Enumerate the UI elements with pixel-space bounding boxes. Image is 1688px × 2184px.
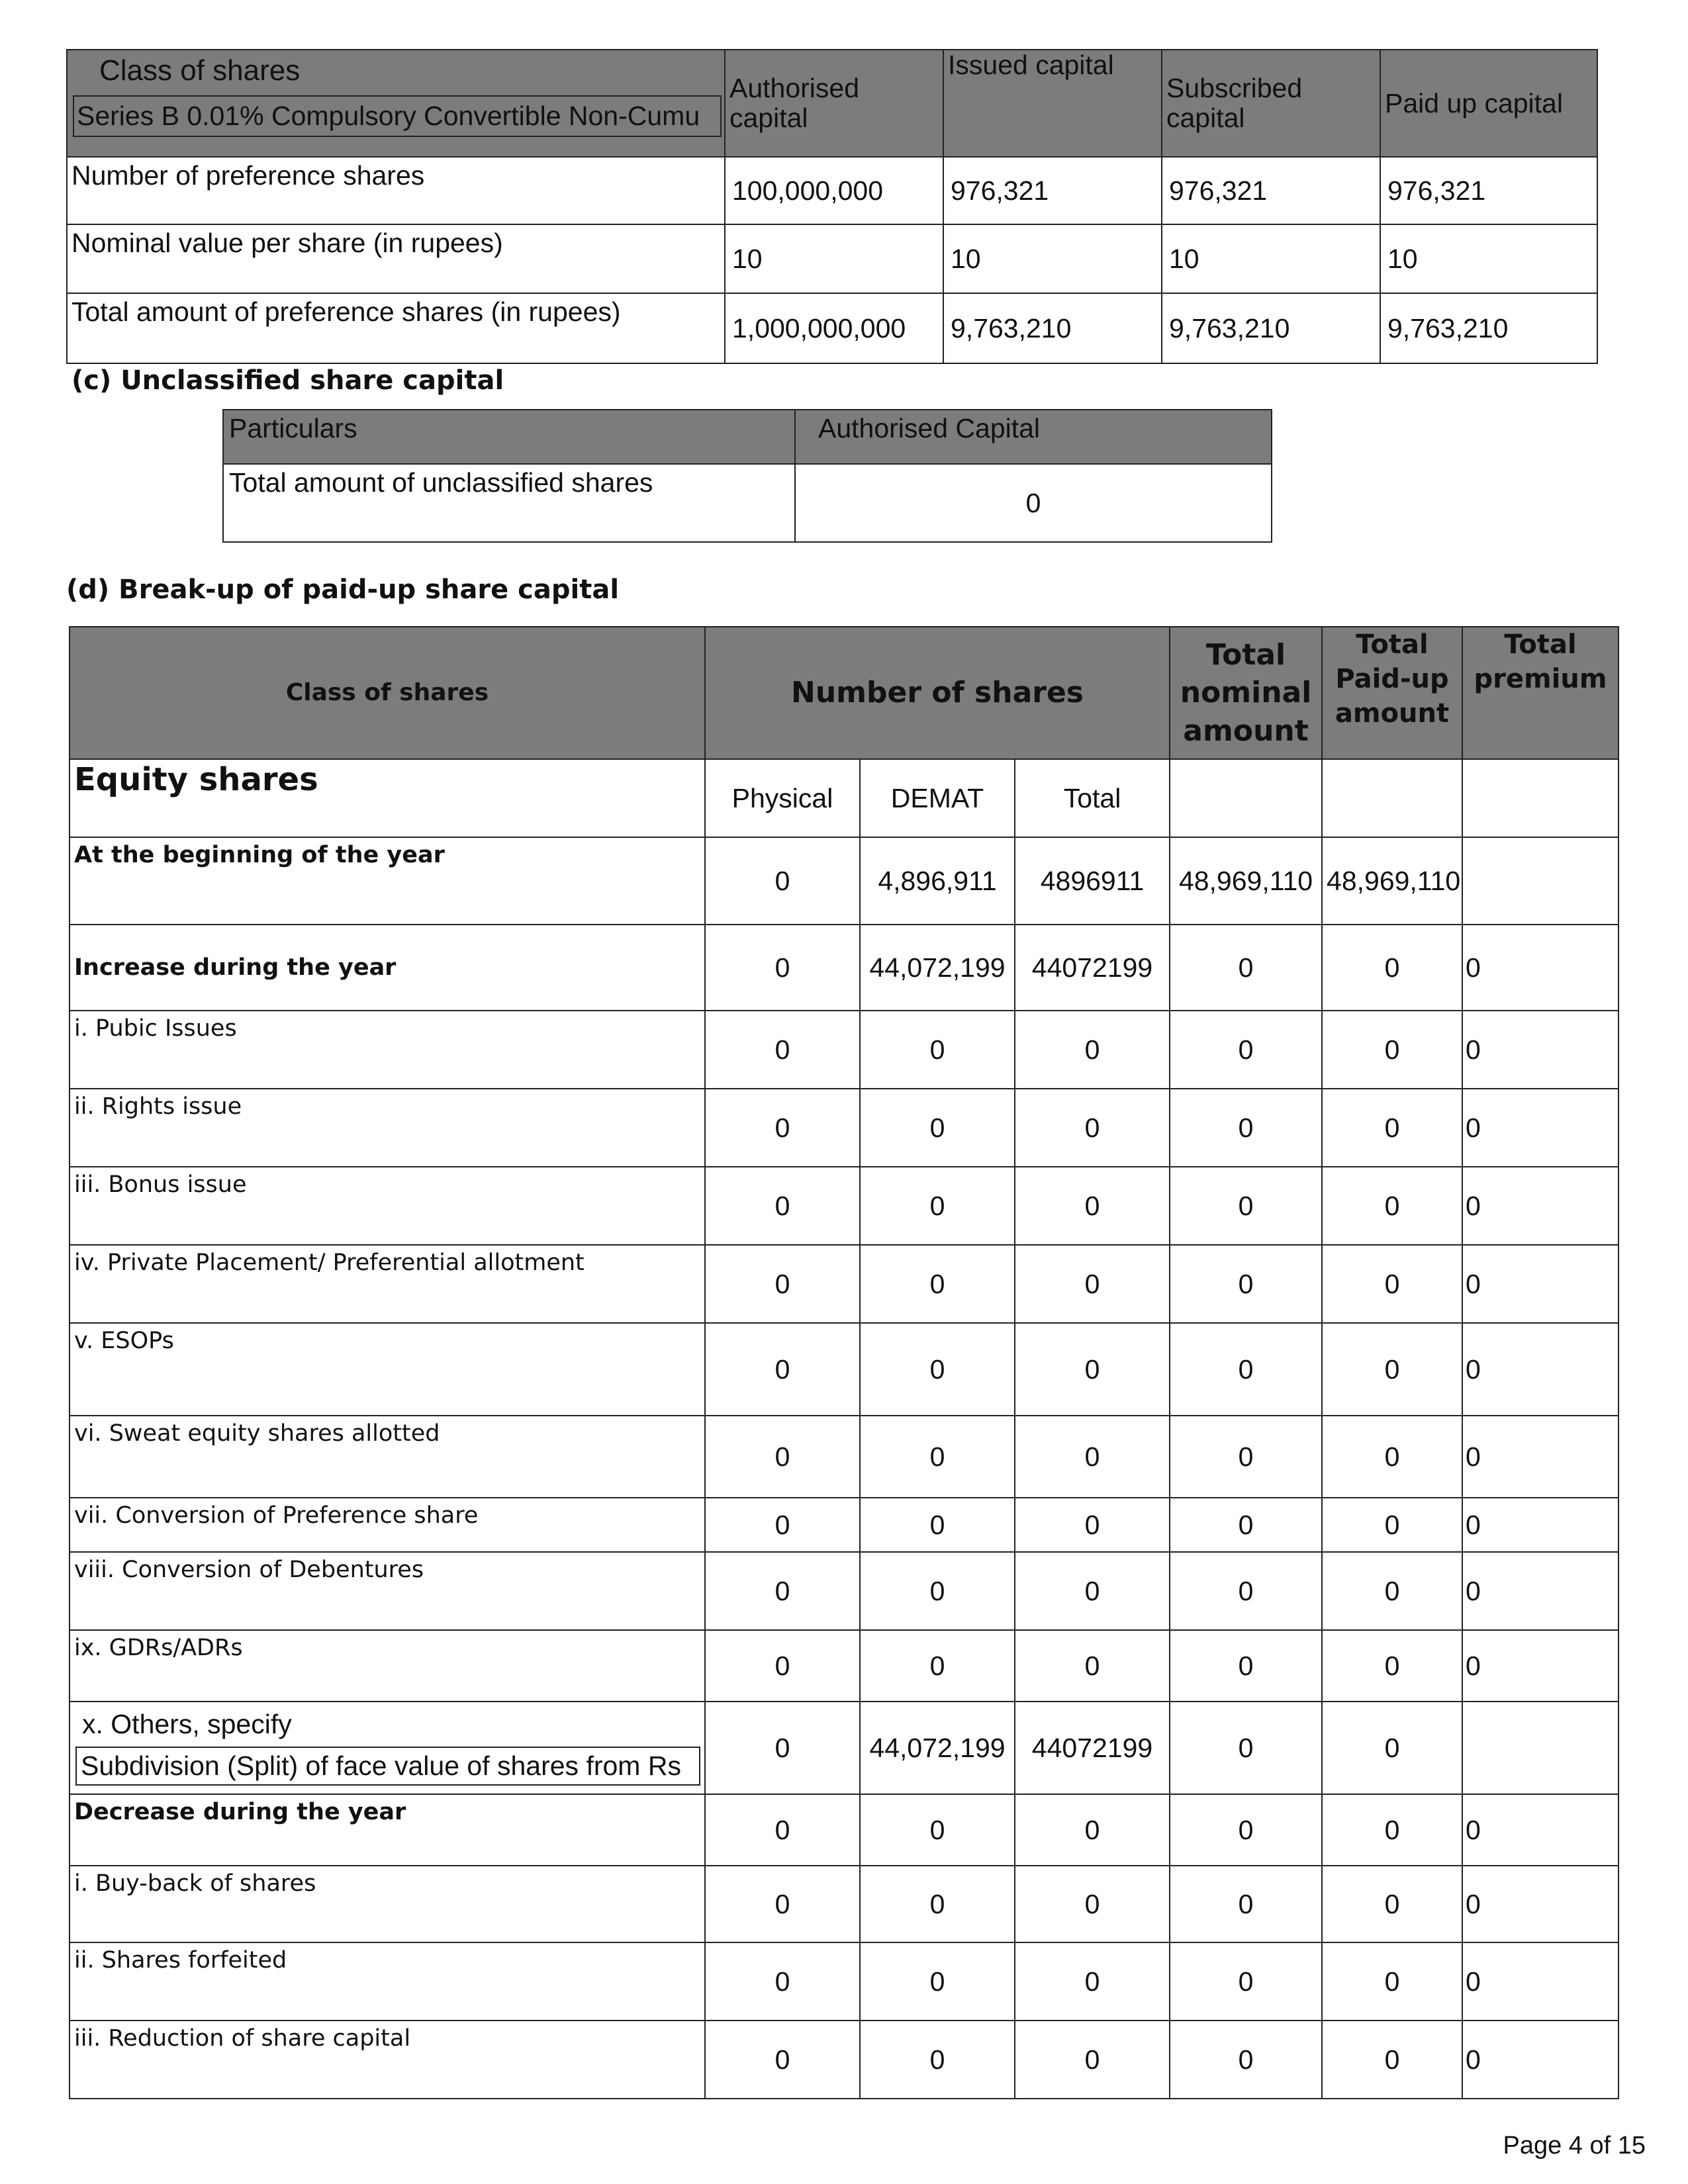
cell-value: 0 bbox=[860, 1011, 1015, 1089]
table-row bbox=[70, 1323, 1618, 1416]
header-number-of-shares: Number of shares bbox=[705, 627, 1170, 759]
table-row bbox=[70, 1552, 1618, 1630]
cell-value: 0 bbox=[705, 1167, 860, 1245]
cell-value: 0 bbox=[705, 1630, 860, 1702]
cell-value: 0 bbox=[705, 1416, 860, 1498]
cell-value: 0 bbox=[1322, 1416, 1462, 1498]
table-row bbox=[70, 1011, 1618, 1089]
table-row bbox=[70, 1089, 1618, 1167]
cell-value: 0 bbox=[1322, 1498, 1462, 1552]
cell-value: 0 bbox=[1322, 1702, 1462, 1794]
cell-value: 1,000,000,000 bbox=[725, 293, 943, 363]
cell-value: 10 bbox=[725, 224, 943, 293]
cell-value: 0 bbox=[1170, 1498, 1322, 1552]
cell-value: 0 bbox=[1462, 1498, 1618, 1552]
header-issued-capital: Issued capital bbox=[943, 50, 1162, 157]
cell-value: 0 bbox=[860, 1167, 1015, 1245]
cell-value: 0 bbox=[1322, 1794, 1462, 1866]
equity-shares-label: Equity shares bbox=[70, 759, 705, 837]
row-label: ii. Rights issue bbox=[70, 1089, 705, 1167]
cell-value: 10 bbox=[1380, 224, 1597, 293]
cell-value: 0 bbox=[705, 1942, 860, 2021]
row-label: viii. Conversion of Debentures bbox=[70, 1552, 705, 1630]
cell-value: 0 bbox=[1322, 1552, 1462, 1630]
table-row bbox=[70, 1245, 1618, 1323]
table-row bbox=[70, 1794, 1618, 1866]
equity-subheader-row bbox=[70, 759, 1618, 837]
cell-value: 0 bbox=[1015, 1323, 1170, 1416]
header-particulars: Particulars bbox=[223, 410, 795, 464]
row-label: vii. Conversion of Preference share bbox=[70, 1498, 705, 1552]
cell-value: 100,000,000 bbox=[725, 157, 943, 224]
cell-value: 0 bbox=[1170, 1794, 1322, 1866]
row-label: i. Buy-back of shares bbox=[70, 1866, 705, 1942]
cell-value: 0 bbox=[705, 1089, 860, 1167]
row-label: v. ESOPs bbox=[70, 1323, 705, 1416]
cell-value: 0 bbox=[1322, 1245, 1462, 1323]
header-authorised-capital: Authorised Capital bbox=[795, 410, 1272, 464]
subheader-physical: Physical bbox=[705, 759, 860, 837]
cell-value: 0 bbox=[1170, 1630, 1322, 1702]
table-row bbox=[67, 224, 1597, 293]
row-label: Decrease during the year bbox=[70, 1794, 705, 1866]
cell-value: 0 bbox=[1322, 2021, 1462, 2099]
table-row bbox=[70, 1498, 1618, 1552]
cell-value: 48,969,110 bbox=[1322, 837, 1462, 925]
page-number: Page 4 of 15 bbox=[1503, 2132, 1646, 2160]
cell-value: 0 bbox=[1170, 1323, 1322, 1416]
cell-value: 0 bbox=[1015, 1794, 1170, 1866]
cell-value: 0 bbox=[1462, 1323, 1618, 1416]
row-label: Total amount of unclassified shares bbox=[223, 464, 795, 542]
others-label: x. Others, specify bbox=[82, 1709, 292, 1739]
row-label: ix. GDRs/ADRs bbox=[70, 1630, 705, 1702]
cell-value: 0 bbox=[1170, 1416, 1322, 1498]
cell-value: 0 bbox=[1462, 1630, 1618, 1702]
cell-value: 0 bbox=[1015, 1089, 1170, 1167]
table-row bbox=[70, 1866, 1618, 1942]
table-row bbox=[70, 1167, 1618, 1245]
row-label: vi. Sweat equity shares allotted bbox=[70, 1416, 705, 1498]
cell-value: 0 bbox=[1322, 1942, 1462, 2021]
cell-value: 0 bbox=[1462, 1011, 1618, 1089]
cell-value: 0 bbox=[1170, 1866, 1322, 1942]
breakup-header-row bbox=[70, 627, 1618, 759]
cell-value: 0 bbox=[860, 1630, 1015, 1702]
cell-value: 0 bbox=[705, 925, 860, 1011]
cell-value: 0 bbox=[705, 1866, 860, 1942]
breakup-table bbox=[69, 626, 1619, 2099]
cell-value: 0 bbox=[1462, 1089, 1618, 1167]
unclassified-table bbox=[222, 409, 1272, 543]
cell-value: 0 bbox=[795, 464, 1272, 542]
header-total-premium: Total premium bbox=[1462, 627, 1618, 759]
table-row bbox=[67, 293, 1597, 363]
cell-value: 0 bbox=[705, 1498, 860, 1552]
cell-value: 0 bbox=[1015, 1498, 1170, 1552]
header-class-of-shares: Class of shares bbox=[70, 627, 705, 759]
cell-value: 0 bbox=[1462, 2021, 1618, 2099]
others-row bbox=[70, 1702, 1618, 1794]
others-specify-field[interactable]: Subdivision (Split) of face value of shares from Rs bbox=[75, 1747, 700, 1786]
header-total-nominal-amount: Total nominal amount bbox=[1170, 627, 1322, 759]
row-label: ii. Shares forfeited bbox=[70, 1942, 705, 2021]
cell-value: 0 bbox=[1170, 1942, 1322, 2021]
cell-value: 0 bbox=[1015, 1245, 1170, 1323]
row-label: i. Pubic Issues bbox=[70, 1011, 705, 1089]
cell-value: 9,763,210 bbox=[1380, 293, 1597, 363]
cell-value: 0 bbox=[860, 1866, 1015, 1942]
cell-value: 4,896,911 bbox=[860, 837, 1015, 925]
cell-value bbox=[1462, 837, 1618, 925]
breakup-heading: (d) Break-up of paid-up share capital bbox=[66, 574, 620, 605]
cell-value bbox=[1462, 1702, 1618, 1794]
cell-value: 0 bbox=[1322, 1630, 1462, 1702]
unclassified-heading: (c) Unclassified share capital bbox=[71, 365, 504, 396]
cell-value: 0 bbox=[1015, 1552, 1170, 1630]
preference-shares-table bbox=[66, 49, 1598, 364]
table-row bbox=[70, 925, 1618, 1011]
cell-value: 0 bbox=[860, 1245, 1015, 1323]
row-label: iii. Reduction of share capital bbox=[70, 2021, 705, 2099]
cell-value: 4896911 bbox=[1015, 837, 1170, 925]
header-total-paid-up-amount: Total Paid-up amount bbox=[1322, 627, 1462, 759]
cell-value: 0 bbox=[1462, 1942, 1618, 2021]
cell-value: 0 bbox=[705, 1323, 860, 1416]
cell-value: 0 bbox=[860, 1323, 1015, 1416]
cell-value: 0 bbox=[1015, 1630, 1170, 1702]
cell-value: 0 bbox=[1015, 1167, 1170, 1245]
cell-value: 9,763,210 bbox=[943, 293, 1162, 363]
cell-value: 0 bbox=[705, 1794, 860, 1866]
decrease-rows bbox=[70, 1794, 1618, 2099]
cell-value: 976,321 bbox=[1162, 157, 1380, 224]
cell-value: 0 bbox=[1170, 1245, 1322, 1323]
cell-value: 0 bbox=[705, 1245, 860, 1323]
subheader-total: Total bbox=[1015, 759, 1170, 837]
cell-value: 0 bbox=[1322, 1866, 1462, 1942]
cell-value: 0 bbox=[1170, 1011, 1322, 1089]
cell-value: 9,763,210 bbox=[1162, 293, 1380, 363]
table-row bbox=[70, 837, 1618, 925]
cell-value: 0 bbox=[860, 1552, 1015, 1630]
cell-value: 0 bbox=[1015, 1011, 1170, 1089]
table-row bbox=[70, 1942, 1618, 2021]
unclassified-header-row bbox=[223, 410, 1272, 464]
cell-value: 44,072,199 bbox=[860, 925, 1015, 1011]
cell-value: 44072199 bbox=[1015, 925, 1170, 1011]
cell-value: 0 bbox=[1015, 2021, 1170, 2099]
row-label: Total amount of preference shares (in rupees) bbox=[67, 293, 725, 363]
cell-value: 0 bbox=[1462, 925, 1618, 1011]
cell-value: 0 bbox=[860, 1416, 1015, 1498]
cell-value: 0 bbox=[1462, 1552, 1618, 1630]
empty-cell bbox=[1462, 759, 1618, 837]
cell-value: 976,321 bbox=[943, 157, 1162, 224]
row-label: Number of preference shares bbox=[67, 157, 725, 224]
class-of-shares-label: Class of shares bbox=[99, 54, 301, 87]
table-row bbox=[70, 1630, 1618, 1702]
cell-value: 0 bbox=[1322, 1167, 1462, 1245]
table-row bbox=[70, 1416, 1618, 1498]
cell-value: 0 bbox=[1462, 1794, 1618, 1866]
cell-value: 0 bbox=[1462, 1866, 1618, 1942]
cell-value: 0 bbox=[1170, 1552, 1322, 1630]
cell-value: 0 bbox=[1015, 1416, 1170, 1498]
cell-value: 0 bbox=[1015, 1866, 1170, 1942]
row-label: Increase during the year bbox=[70, 925, 705, 1011]
cell-value: 10 bbox=[943, 224, 1162, 293]
row-label: At the beginning of the year bbox=[70, 837, 705, 925]
cell-value: 10 bbox=[1162, 224, 1380, 293]
cell-value: 0 bbox=[1015, 1942, 1170, 2021]
class-name-field[interactable]: Series B 0.01% Compulsory Convertible Non-Cumu bbox=[73, 95, 722, 137]
cell-value: 44072199 bbox=[1015, 1702, 1170, 1794]
cell-value: 0 bbox=[1322, 1323, 1462, 1416]
cell-value: 0 bbox=[1170, 1089, 1322, 1167]
cell-value: 0 bbox=[705, 2021, 860, 2099]
cell-value: 0 bbox=[1170, 2021, 1322, 2099]
preference-header-row bbox=[67, 50, 1597, 157]
cell-value: 44,072,199 bbox=[860, 1702, 1015, 1794]
header-authorised-capital: Authorised capital bbox=[725, 50, 943, 157]
cell-value: 0 bbox=[1170, 1167, 1322, 1245]
cell-value: 0 bbox=[1462, 1416, 1618, 1498]
cell-value: 0 bbox=[705, 837, 860, 925]
cell-value: 48,969,110 bbox=[1170, 837, 1322, 925]
table-row bbox=[70, 2021, 1618, 2099]
row-label: iii. Bonus issue bbox=[70, 1167, 705, 1245]
cell-value: 0 bbox=[1170, 1702, 1322, 1794]
subheader-demat: DEMAT bbox=[860, 759, 1015, 837]
cell-value: 0 bbox=[860, 1498, 1015, 1552]
cell-value: 0 bbox=[860, 1089, 1015, 1167]
empty-cell bbox=[1322, 759, 1462, 837]
table-row bbox=[67, 157, 1597, 224]
cell-value: 0 bbox=[705, 1011, 860, 1089]
header-paid-up-capital: Paid up capital bbox=[1380, 50, 1597, 157]
cell-value: 0 bbox=[1462, 1167, 1618, 1245]
row-label: Nominal value per share (in rupees) bbox=[67, 224, 725, 293]
cell-value: 0 bbox=[860, 1794, 1015, 1866]
cell-value: 976,321 bbox=[1380, 157, 1597, 224]
others-label-cell bbox=[70, 1702, 705, 1794]
cell-value: 0 bbox=[1322, 925, 1462, 1011]
cell-value: 0 bbox=[860, 1942, 1015, 2021]
table-row bbox=[223, 464, 1272, 542]
empty-cell bbox=[1170, 759, 1322, 837]
row-label: iv. Private Placement/ Preferential allotment bbox=[70, 1245, 705, 1323]
cell-value: 0 bbox=[1322, 1089, 1462, 1167]
class-of-shares-header bbox=[67, 50, 725, 157]
cell-value: 0 bbox=[1170, 925, 1322, 1011]
cell-value: 0 bbox=[705, 1702, 860, 1794]
header-subscribed-capital: Subscribed capital bbox=[1162, 50, 1380, 157]
cell-value: 0 bbox=[1462, 1245, 1618, 1323]
cell-value: 0 bbox=[1322, 1011, 1462, 1089]
cell-value: 0 bbox=[705, 1552, 860, 1630]
increase-rows bbox=[70, 837, 1618, 1702]
cell-value: 0 bbox=[860, 2021, 1015, 2099]
